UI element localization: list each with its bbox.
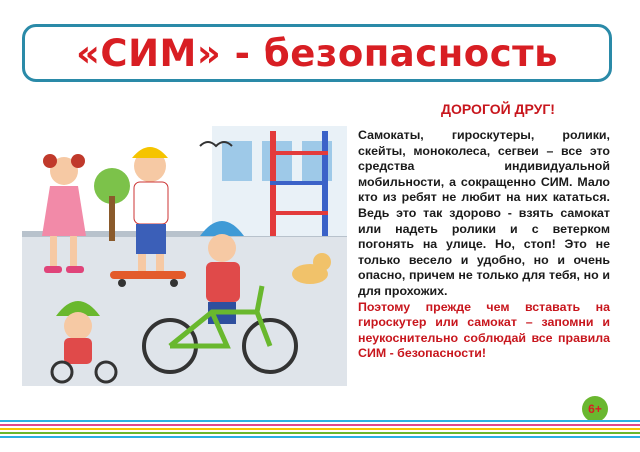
info-paragraph: Самокаты, гироскутеры, ролики, скейты, моноколеса, сегвеи – все это средства индивидуальной мобильности, а сокращенно СИМ. Мало кто из ребят не любит на них кататься. Ведь это так здорово - взять самокат или надеть ролики и с ветерком погонять на улице. Но, стоп! Это не только весело и удобно, но и очень опасно, причем не только для тебя, но и для прохожих.: [358, 128, 610, 298]
greeting-heading: ДОРОГОЙ ДРУГ!: [441, 101, 555, 117]
page-title: «СИМ» - безопасность: [76, 31, 558, 75]
title-banner: [22, 24, 612, 82]
age-rating-badge: 6+: [582, 396, 608, 422]
footer-stripes: [0, 420, 640, 452]
safety-warning: Поэтому прежде чем вставать на гироскутер или самокат – запомни и неукоснительно соблюдай все правила СИМ - безопасности!: [358, 299, 610, 361]
body-text: [358, 128, 610, 362]
kids-riding-illustration: [22, 126, 347, 386]
